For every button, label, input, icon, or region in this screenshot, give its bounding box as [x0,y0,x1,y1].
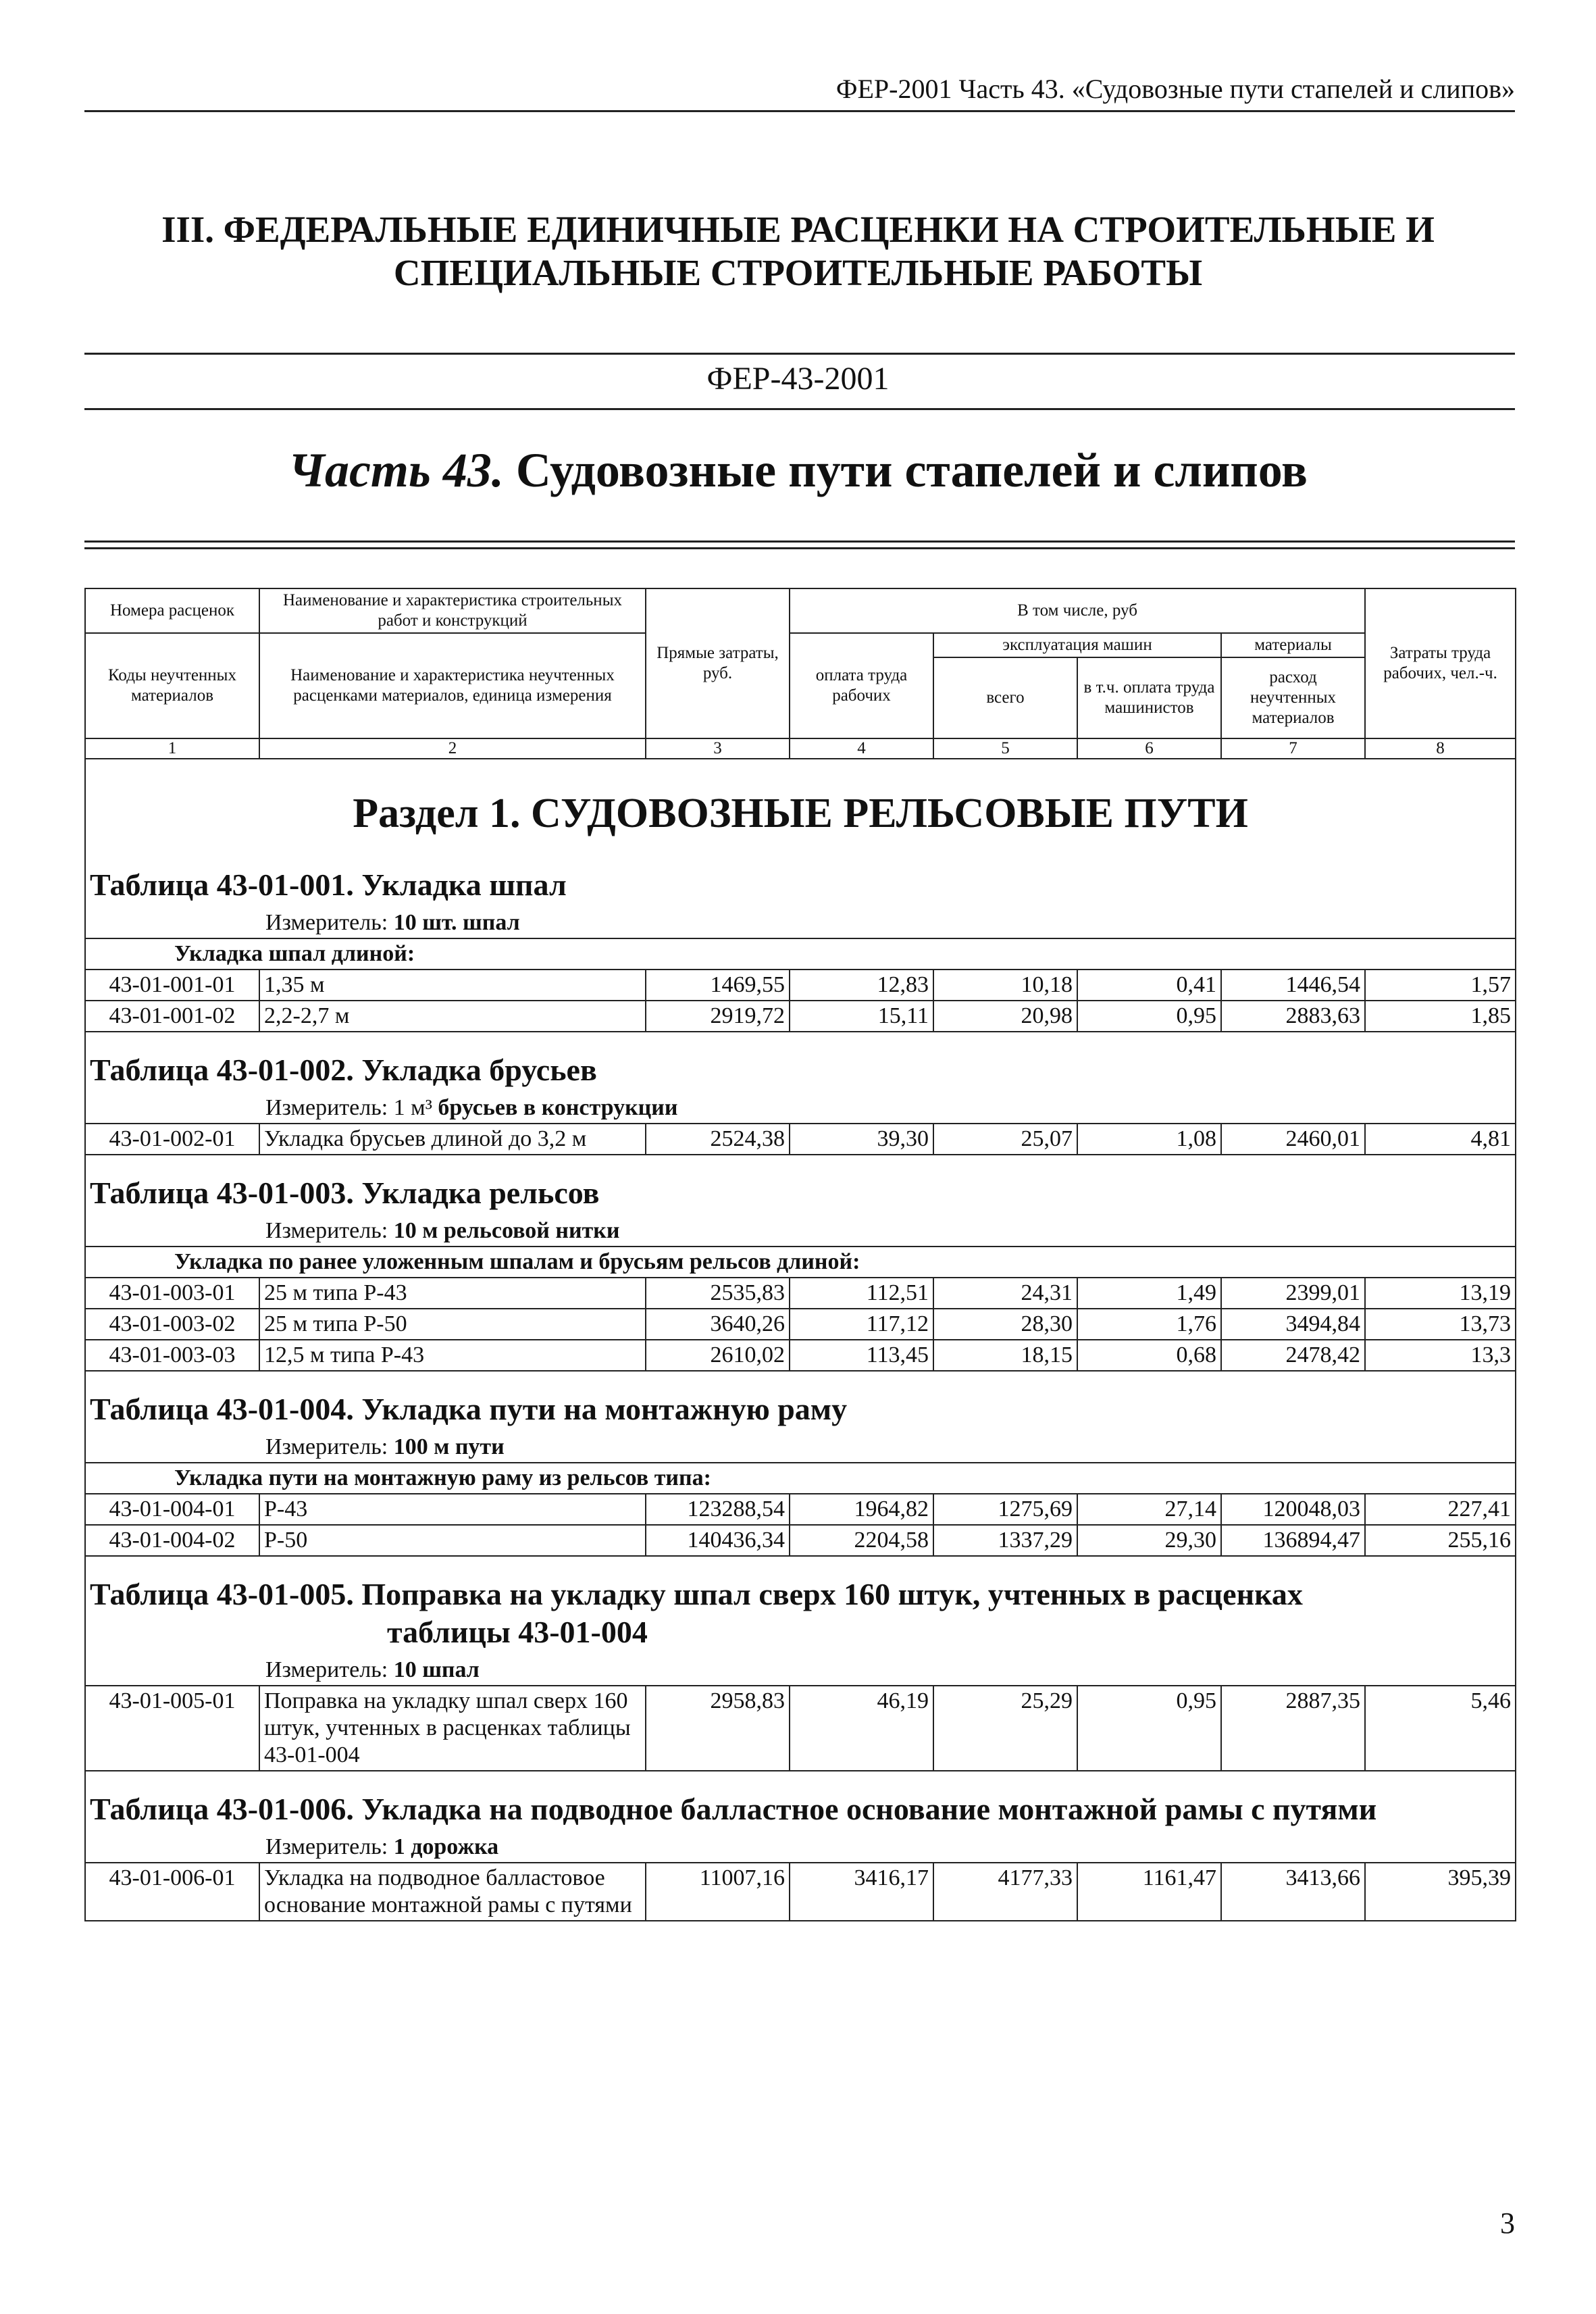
machines-total: 4177,33 [933,1863,1077,1921]
direct-costs: 2919,72 [646,1001,790,1032]
table-title-text: Таблица 43-01-005. Поправка на укладку шпал сверх 160 штук, учтенных в расценках [90,1577,1303,1611]
measure-prefix: Измеритель: [265,1834,388,1859]
direct-costs: 2958,83 [646,1686,790,1771]
table-measure [90,909,1511,936]
work-name: 25 м типа Р-43 [259,1278,646,1309]
page-number: 3 [1500,2207,1515,2240]
header-incl: В том числе, руб [790,588,1365,633]
table-measure [90,1095,1511,1122]
labor-pay: 12,83 [790,970,933,1001]
machines-total: 1337,29 [933,1525,1077,1556]
column-number: 1 [85,738,259,759]
machines-total: 20,98 [933,1001,1077,1032]
table-measure [90,1834,1511,1861]
labor-hours: 1,85 [1365,1001,1516,1032]
section-title-line1: III. ФЕДЕРАЛЬНЫЕ ЕДИНИЧНЫЕ РАСЦЕНКИ НА СТРОИТЕЛЬНЫЕ И [161,209,1435,250]
materials-cost: 1446,54 [1221,970,1365,1001]
table-title [90,849,1511,909]
rate-code: 43-01-006-01 [85,1863,259,1921]
table-title-text: Таблица 43-01-003. Укладка рельсов [90,1176,600,1210]
header-col4: оплата труда рабочих [790,633,933,738]
table-measure [90,1657,1511,1684]
work-name: Поправка на укладку шпал сверх 160 штук, учтенных в расценках таблицы 43-01-004 [259,1686,646,1771]
table-subhead: Укладка шпал длиной: [174,941,415,966]
table-subhead: Укладка пути на монтажную раму из рельсов типа: [174,1465,711,1490]
rule-double-2 [84,547,1515,549]
column-numbers-row [85,738,1516,759]
direct-costs: 123288,54 [646,1494,790,1525]
machines-total: 25,07 [933,1124,1077,1155]
table-title-text: Таблица 43-01-001. Укладка шпал [90,867,567,902]
rule-double-1 [84,540,1515,543]
rate-code: 43-01-001-01 [85,970,259,1001]
work-name: 1,35 м [259,970,646,1001]
header-machines: эксплуатация машин [933,633,1221,657]
machinist-pay: 0,95 [1077,1001,1221,1032]
part-title [0,443,1596,499]
column-number: 6 [1077,738,1221,759]
labor-pay: 113,45 [790,1340,933,1371]
materials-cost: 2399,01 [1221,1278,1365,1309]
labor-hours: 13,19 [1365,1278,1516,1309]
table-title [90,1157,1511,1217]
labor-hours: 5,46 [1365,1686,1516,1771]
labor-pay: 117,12 [790,1309,933,1340]
labor-hours: 395,39 [1365,1863,1516,1921]
table-row [85,1124,1516,1155]
machines-total: 18,15 [933,1340,1077,1371]
table-row [85,970,1516,1001]
rate-code: 43-01-003-03 [85,1340,259,1371]
labor-hours: 255,16 [1365,1525,1516,1556]
rate-code: 43-01-005-01 [85,1686,259,1771]
direct-costs: 1469,55 [646,970,790,1001]
table-row [85,1278,1516,1309]
measure-unit: 1 дорожка [393,1834,499,1859]
work-name: Укладка на подводное балластовое основание монтажной рамы с путями [259,1863,646,1921]
labor-hours: 4,81 [1365,1124,1516,1155]
direct-costs: 2610,02 [646,1340,790,1371]
measure-prefix: Измеритель: [265,1434,388,1459]
table-row [85,1001,1516,1032]
table-title [90,1773,1511,1834]
materials-cost: 2883,63 [1221,1001,1365,1032]
work-name: Р-43 [259,1494,646,1525]
materials-cost: 3494,84 [1221,1309,1365,1340]
labor-pay: 15,11 [790,1001,933,1032]
materials-cost: 2887,35 [1221,1686,1365,1771]
table-title [90,1034,1511,1095]
table-row [85,1340,1516,1371]
section-title-line2: СПЕЦИАЛЬНЫЕ СТРОИТЕЛЬНЫЕ РАБОТЫ [393,252,1203,293]
direct-costs: 2524,38 [646,1124,790,1155]
rate-code: 43-01-003-01 [85,1278,259,1309]
measure-unit: 100 м пути [393,1434,505,1459]
measure-prefix: Измеритель: [265,1218,388,1243]
materials-cost: 3413,66 [1221,1863,1365,1921]
direct-costs: 11007,16 [646,1863,790,1921]
labor-pay: 46,19 [790,1686,933,1771]
machinist-pay: 1,76 [1077,1309,1221,1340]
labor-hours: 13,73 [1365,1309,1516,1340]
section-title [0,208,1596,295]
measure-unit: 10 м рельсовой нитки [393,1218,620,1243]
table-row [85,1863,1516,1921]
machinist-pay: 0,68 [1077,1340,1221,1371]
rate-code: 43-01-004-02 [85,1525,259,1556]
table-measure [90,1217,1511,1244]
rate-code: 43-01-002-01 [85,1124,259,1155]
table-row [85,1686,1516,1771]
table-row [85,1494,1516,1525]
machines-total: 1275,69 [933,1494,1077,1525]
header-materials: материалы [1221,633,1365,657]
rate-code: 43-01-001-02 [85,1001,259,1032]
header-col2b: Наименование и характеристика неучтенных расценками материалов, единица измерения [259,633,646,738]
labor-pay: 3416,17 [790,1863,933,1921]
machines-total: 25,29 [933,1686,1077,1771]
labor-hours: 1,57 [1365,970,1516,1001]
materials-cost: 2460,01 [1221,1124,1365,1155]
table-subhead: Укладка по ранее уложенным шпалам и брусьям рельсов длиной: [174,1249,860,1274]
materials-cost: 120048,03 [1221,1494,1365,1525]
direct-costs: 2535,83 [646,1278,790,1309]
machines-total: 28,30 [933,1309,1077,1340]
labor-hours: 13,3 [1365,1340,1516,1371]
table-row [85,1525,1516,1556]
column-number: 8 [1365,738,1516,759]
header-col6: в т.ч. оплата труда машинистов [1077,657,1221,738]
labor-pay: 1964,82 [790,1494,933,1525]
measure-unit: брусьев в конструкции [438,1095,678,1120]
machines-total: 10,18 [933,970,1077,1001]
materials-cost: 136894,47 [1221,1525,1365,1556]
work-name: 2,2-2,7 м [259,1001,646,1032]
table-title [90,1373,1511,1434]
table-title-continuation: таблицы 43-01-004 [387,1615,648,1649]
direct-costs: 3640,26 [646,1309,790,1340]
column-number: 5 [933,738,1077,759]
measure-prefix: Измеритель: 1 м³ [265,1095,432,1120]
measure-prefix: Измеритель: [265,910,388,935]
code-title: ФЕР-43-2001 [706,361,890,397]
rule-bottom [84,408,1515,410]
header-col3: Прямые затраты, руб. [646,588,790,738]
labor-pay: 2204,58 [790,1525,933,1556]
machinist-pay: 1,49 [1077,1278,1221,1309]
column-number: 7 [1221,738,1365,759]
measure-prefix: Измеритель: [265,1657,388,1682]
rates-table [84,588,1516,1921]
machinist-pay: 1161,47 [1077,1863,1221,1921]
table-title-text: Таблица 43-01-006. Укладка на подводное балластное основание монтажной рамы с путями [90,1792,1377,1826]
rule-top [84,353,1515,355]
header-col1a: Номера расценок [85,588,259,633]
work-name: Укладка брусьев длиной до 3,2 м [259,1124,646,1155]
header-col8: Затраты труда рабочих, чел.-ч. [1365,588,1516,738]
work-name: 25 м типа Р-50 [259,1309,646,1340]
column-number: 2 [259,738,646,759]
labor-pay: 112,51 [790,1278,933,1309]
column-number: 4 [790,738,933,759]
rate-code: 43-01-003-02 [85,1309,259,1340]
table-title [90,1558,1511,1657]
machinist-pay: 0,41 [1077,970,1221,1001]
section-heading: Раздел 1. СУДОВОЗНЫЕ РЕЛЬСОВЫЕ ПУТИ [353,790,1248,836]
header-col1b: Коды неучтенных материалов [85,633,259,738]
rate-code: 43-01-004-01 [85,1494,259,1525]
header-col2a: Наименование и характеристика строительных работ и конструкций [259,588,646,633]
table-title-text: Таблица 43-01-002. Укладка брусьев [90,1053,597,1087]
direct-costs: 140436,34 [646,1525,790,1556]
header-col5: всего [933,657,1077,738]
work-name: 12,5 м типа Р-43 [259,1340,646,1371]
machinist-pay: 0,95 [1077,1686,1221,1771]
table-row [85,1309,1516,1340]
part-name: Судовозные пути стапелей и слипов [515,443,1308,497]
header-col7: расход неучтенных материалов [1221,657,1365,738]
table-title-text: Таблица 43-01-004. Укладка пути на монтажную раму [90,1392,848,1426]
part-label: Часть 43. [288,443,504,497]
machines-total: 24,31 [933,1278,1077,1309]
measure-unit: 10 шт. шпал [393,910,520,935]
machinist-pay: 27,14 [1077,1494,1221,1525]
header-rule [84,110,1515,112]
materials-cost: 2478,42 [1221,1340,1365,1371]
machinist-pay: 29,30 [1077,1525,1221,1556]
column-number: 3 [646,738,790,759]
work-name: Р-50 [259,1525,646,1556]
measure-unit: 10 шпал [393,1657,480,1682]
machinist-pay: 1,08 [1077,1124,1221,1155]
running-head: ФЕР-2001 Часть 43. «Судовозные пути стапелей и слипов» [835,74,1515,104]
labor-pay: 39,30 [790,1124,933,1155]
labor-hours: 227,41 [1365,1494,1516,1525]
table-measure [90,1434,1511,1461]
